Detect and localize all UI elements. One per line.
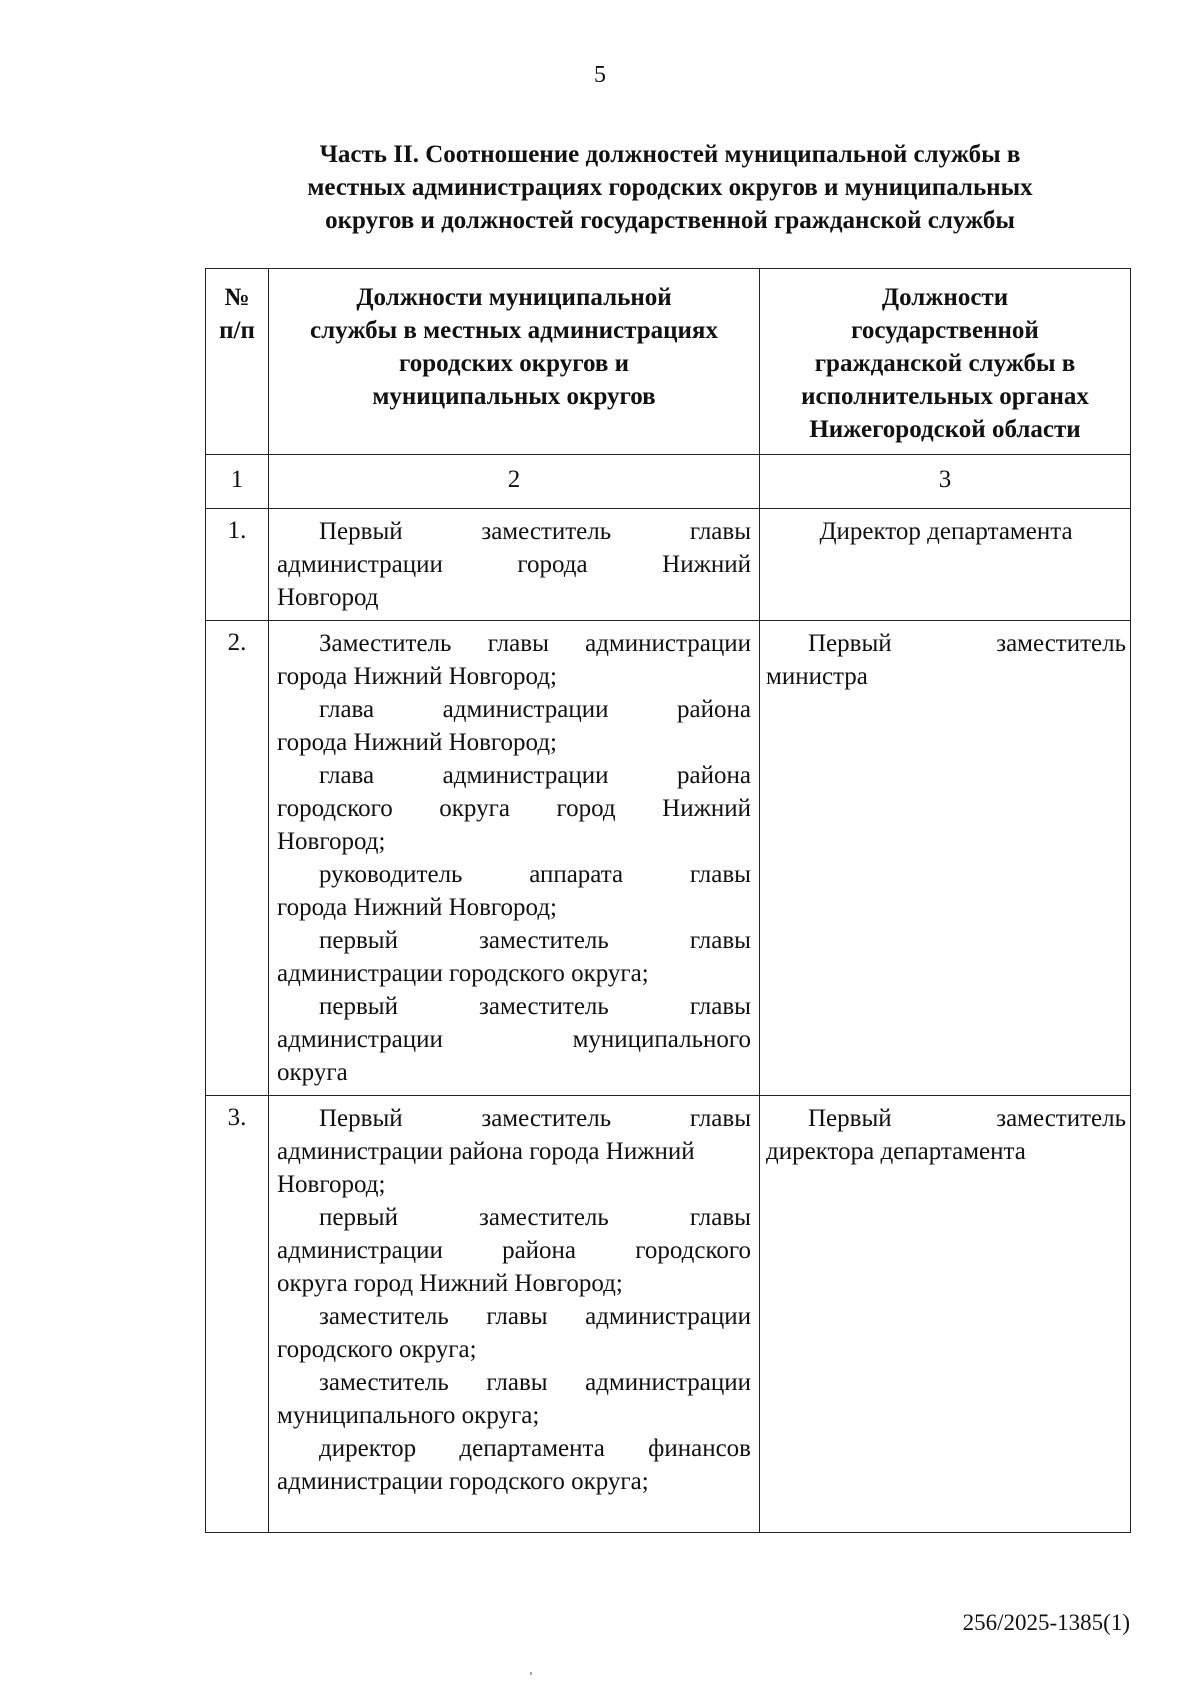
cell-word: городского bbox=[277, 795, 393, 822]
cell-word: администрации bbox=[277, 1237, 443, 1264]
title-line-1: Часть II. Соотношение должностей муниципальной службы в bbox=[319, 141, 1021, 168]
cell-word: заместитель bbox=[996, 1105, 1126, 1132]
cell-word: главы bbox=[487, 630, 549, 657]
municipal-position-cell bbox=[269, 1096, 760, 1533]
cell-word: района bbox=[677, 762, 751, 789]
cell-word: заместитель bbox=[481, 1105, 612, 1132]
cell-line bbox=[277, 1201, 751, 1234]
table-header-row bbox=[206, 269, 1131, 455]
cell-line bbox=[766, 1102, 1126, 1135]
cell-word: глава bbox=[319, 696, 375, 723]
cell-line bbox=[277, 515, 751, 548]
cell-word: Первый bbox=[808, 1105, 892, 1132]
cell-word: главы bbox=[689, 927, 751, 954]
cell-word: Нижний bbox=[662, 551, 751, 578]
state-position-cell bbox=[760, 621, 1131, 1096]
cell-line: округа город Нижний Новгород; bbox=[277, 1270, 623, 1297]
header-municipal-positions: Должности муниципальной службы в местных администрациях городских округов и муниципальных округов bbox=[269, 269, 760, 455]
cell-line bbox=[277, 548, 751, 581]
column-number-row bbox=[206, 455, 1131, 509]
cell-word: администрации bbox=[442, 696, 609, 723]
cell-word: заместитель bbox=[478, 927, 609, 954]
cell-word: главы bbox=[689, 518, 751, 545]
cell-line bbox=[277, 1300, 751, 1333]
cell-line bbox=[277, 1234, 751, 1267]
row-number: 3. bbox=[206, 1096, 269, 1533]
column-number: 3 bbox=[760, 455, 1131, 509]
cell-line: города Нижний Новгород; bbox=[277, 894, 558, 921]
cell-word: администрации bbox=[277, 1026, 443, 1053]
cell-word: заместитель bbox=[996, 630, 1126, 657]
cell-word: первый bbox=[319, 927, 398, 954]
cell-word: аппарата bbox=[529, 861, 624, 888]
cell-word: глава bbox=[319, 762, 375, 789]
cell-word: Заместитель bbox=[319, 630, 452, 657]
cell-word: город bbox=[556, 795, 616, 822]
cell-line: администрации района города Нижний bbox=[277, 1138, 695, 1165]
cell-word: округа bbox=[439, 795, 510, 822]
cell-word: заместитель bbox=[478, 1204, 609, 1231]
cell-line: округа bbox=[277, 1059, 348, 1086]
cell-word: первый bbox=[319, 1204, 398, 1231]
cell-line bbox=[277, 792, 751, 825]
cell-word: главы bbox=[689, 993, 751, 1020]
state-position-cell bbox=[760, 509, 1131, 621]
table-row bbox=[206, 621, 1131, 1096]
cell-word: главы bbox=[486, 1369, 548, 1396]
cell-word: заместитель bbox=[481, 518, 612, 545]
cell-line bbox=[277, 1102, 751, 1135]
cell-word: главы bbox=[689, 861, 751, 888]
cell-word: администрации bbox=[585, 630, 751, 657]
cell-line: города Нижний Новгород; bbox=[277, 729, 558, 756]
title-line-3: округов и должностей государственной гражданской службы bbox=[325, 207, 1015, 234]
cell-line bbox=[277, 924, 751, 957]
cell-word: администрации bbox=[585, 1369, 751, 1396]
cell-line: администрации городского округа; bbox=[277, 960, 649, 987]
cell-line: Директор департамента bbox=[819, 518, 1073, 545]
cell-word: района bbox=[502, 1237, 577, 1264]
cell-word: директор bbox=[319, 1435, 417, 1462]
document-title bbox=[230, 138, 1110, 237]
page-number: 5 bbox=[594, 62, 606, 88]
positions-table bbox=[205, 268, 1131, 1533]
row-number: 2. bbox=[206, 621, 269, 1096]
cell-line: Новгород bbox=[277, 584, 379, 611]
cell-word: департамента bbox=[459, 1435, 605, 1462]
cell-line bbox=[277, 1023, 751, 1056]
cell-line: министра bbox=[766, 663, 868, 690]
cell-line: городского округа; bbox=[277, 1336, 477, 1363]
cell-word: муниципального bbox=[572, 1026, 751, 1053]
cell-word: Нижний bbox=[662, 795, 751, 822]
cell-word: заместитель bbox=[319, 1369, 449, 1396]
cell-line: Новгород; bbox=[277, 1171, 386, 1198]
cell-word: Первый bbox=[319, 1105, 403, 1132]
cell-line: города Нижний Новгород; bbox=[277, 663, 558, 690]
cell-line: Новгород; bbox=[277, 828, 386, 855]
cell-word: администрации bbox=[277, 551, 443, 578]
cell-line: директора департамента bbox=[766, 1138, 1026, 1165]
cell-word: города bbox=[517, 551, 588, 578]
cell-word: главы bbox=[689, 1105, 751, 1132]
cell-word: финансов bbox=[648, 1435, 751, 1462]
cell-word: руководитель bbox=[319, 861, 463, 888]
cell-line bbox=[277, 759, 751, 792]
cell-line bbox=[277, 627, 751, 660]
cell-word: администрации bbox=[585, 1303, 751, 1330]
cell-word: заместитель bbox=[319, 1303, 449, 1330]
document-code: 256/2025-1385(1) bbox=[962, 1610, 1130, 1635]
cell-word: Первый bbox=[808, 630, 892, 657]
cell-line: муниципального округа; bbox=[277, 1402, 540, 1429]
title-line-2: местных администрациях городских округов и муниципальных bbox=[307, 174, 1033, 201]
row-number: 1. bbox=[206, 509, 269, 621]
column-number: 1 bbox=[206, 455, 269, 509]
cell-line bbox=[277, 1432, 751, 1465]
state-position-cell bbox=[760, 1096, 1131, 1533]
cell-word: администрации bbox=[442, 762, 609, 789]
cell-line bbox=[277, 693, 751, 726]
table-row bbox=[206, 509, 1131, 621]
cell-word: первый bbox=[319, 993, 398, 1020]
cell-word: Первый bbox=[319, 518, 403, 545]
cell-word: района bbox=[677, 696, 751, 723]
cell-word: городского bbox=[635, 1237, 751, 1264]
header-number: № п/п bbox=[206, 269, 269, 455]
cell-line bbox=[766, 627, 1126, 660]
cell-line bbox=[277, 1366, 751, 1399]
cell-line: администрации городского округа; bbox=[277, 1468, 649, 1495]
cell-word: главы bbox=[689, 1204, 751, 1231]
column-number: 2 bbox=[269, 455, 760, 509]
cell-word: главы bbox=[486, 1303, 548, 1330]
municipal-position-cell bbox=[269, 509, 760, 621]
cell-line bbox=[277, 858, 751, 891]
cell-line bbox=[277, 990, 751, 1023]
scan-speck bbox=[530, 1672, 532, 1675]
table-row bbox=[206, 1096, 1131, 1533]
cell-word: заместитель bbox=[478, 993, 609, 1020]
municipal-position-cell bbox=[269, 621, 760, 1096]
header-state-positions: Должности государственной гражданской службы в исполнительных органах Нижегородской области bbox=[760, 269, 1131, 455]
